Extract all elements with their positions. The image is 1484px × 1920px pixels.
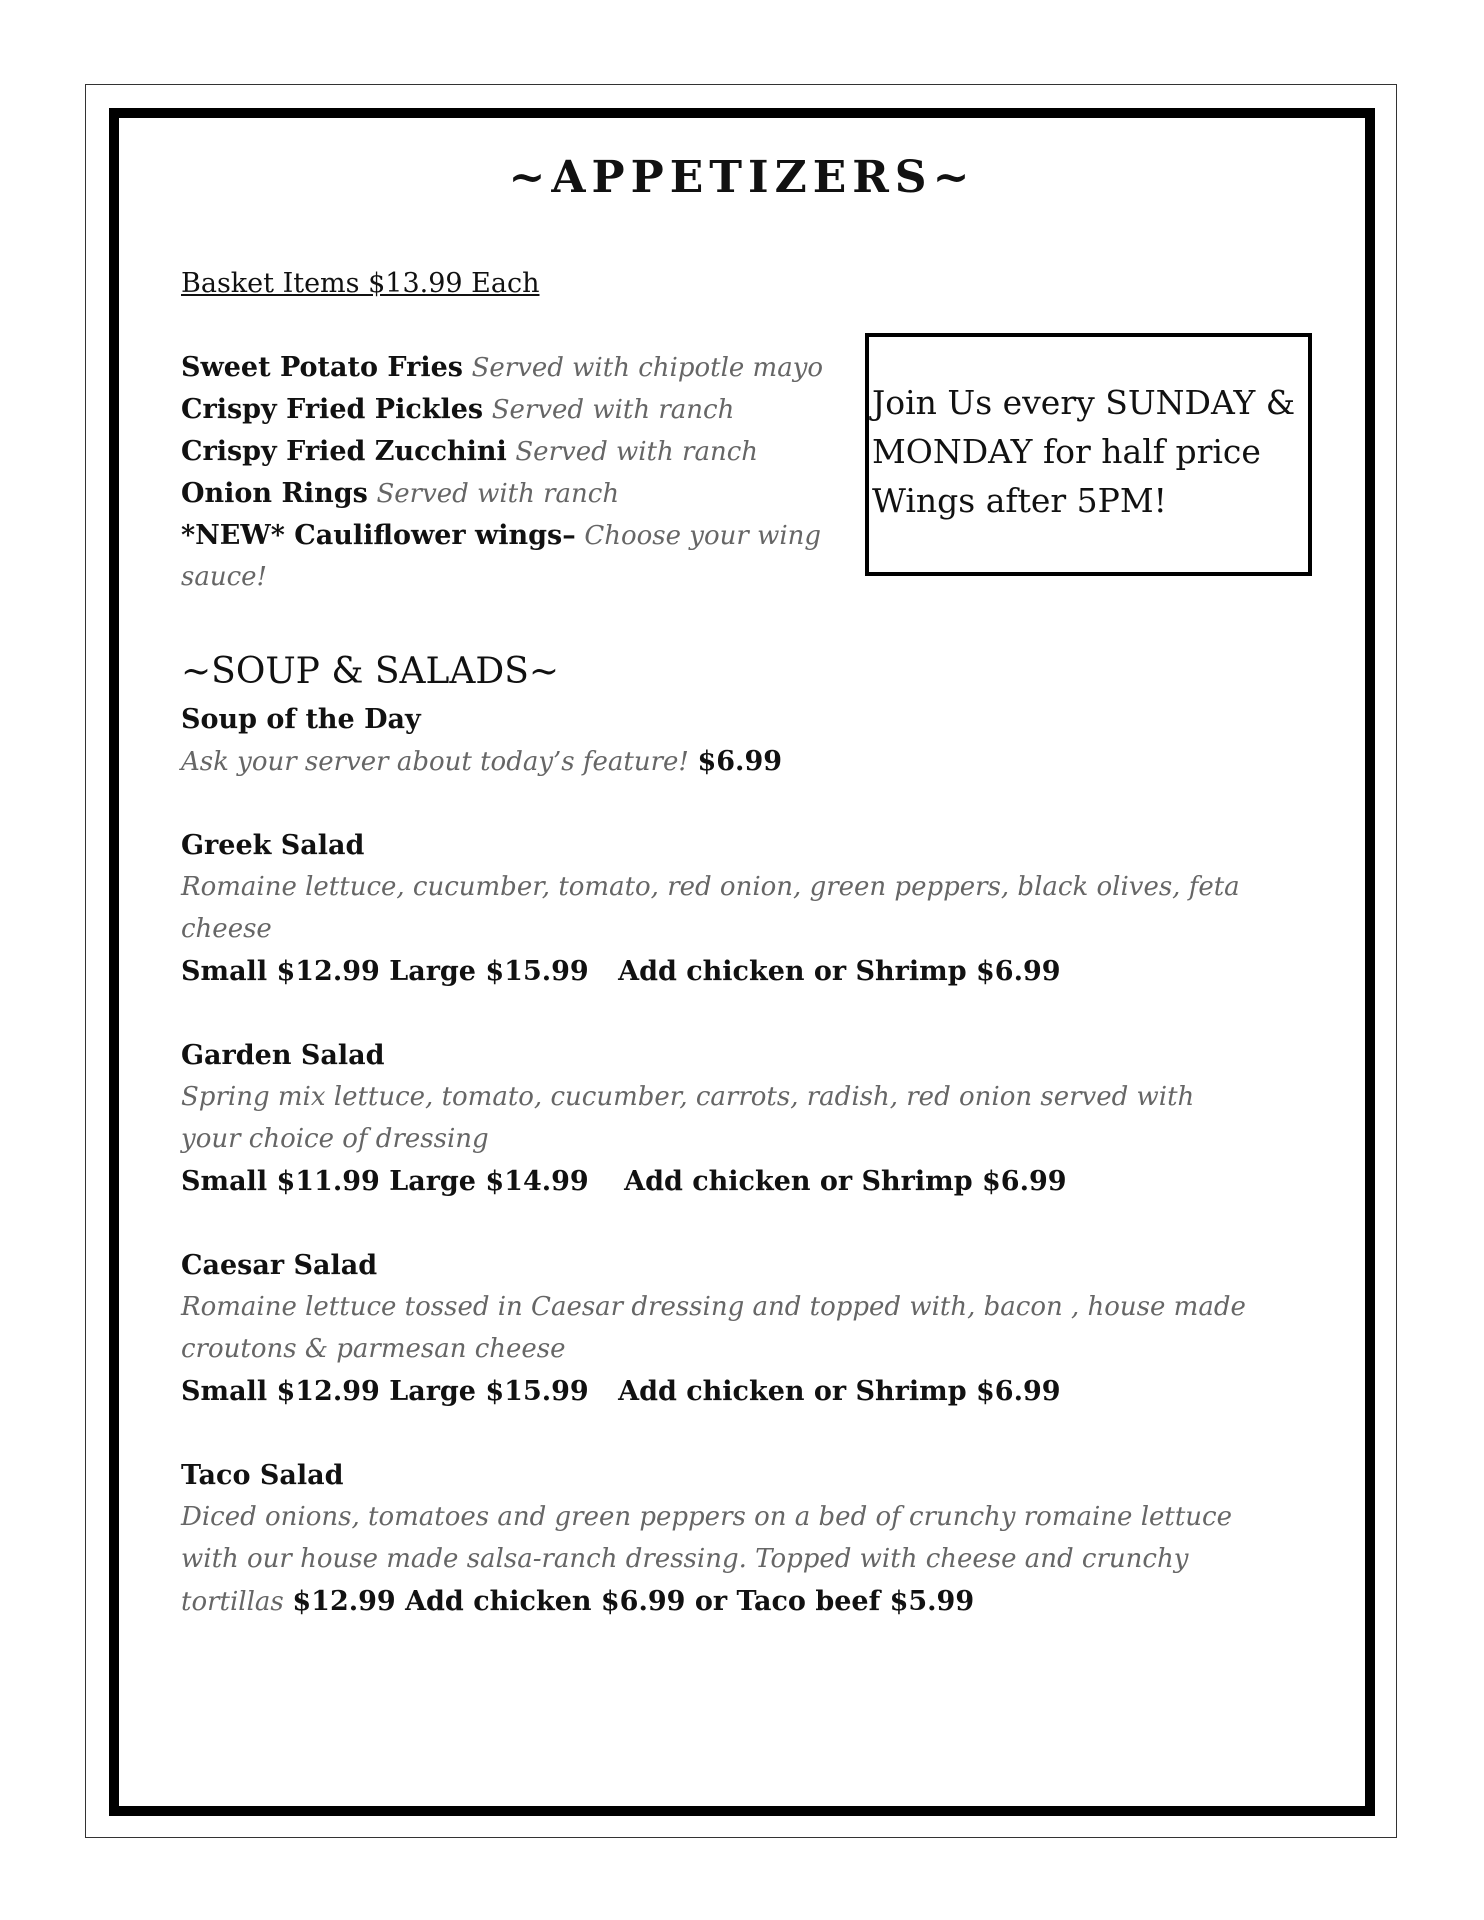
add-on-price: Add chicken or Shrimp $6.99: [624, 1166, 1067, 1197]
taco-salad-description: Diced onions, tomatoes and green peppers on a bed of crunchy romaine lettuce: [181, 1502, 1232, 1532]
large-price: Large $15.99: [389, 956, 589, 987]
promo-line: Join Us every SUNDAY &: [872, 383, 1296, 422]
add-on-price: Add chicken or Shrimp $6.99: [618, 956, 1061, 987]
greek-salad-description-cont: cheese: [181, 914, 272, 944]
greek-salad-name: Greek Salad: [181, 830, 365, 861]
garden-salad-description-cont: your choice of dressing: [181, 1124, 489, 1154]
item-description: Served with chipotle mayo: [471, 353, 824, 383]
garden-salad-name: Garden Salad: [181, 1040, 385, 1071]
taco-salad-price-line: [181, 1586, 974, 1617]
caesar-salad-description-cont: croutons & parmesan cheese: [181, 1334, 566, 1364]
appetizer-item: [181, 520, 821, 551]
large-price: Large $15.99: [389, 1376, 589, 1407]
appetizer-item: [181, 436, 758, 467]
item-name: Crispy Fried Pickles: [181, 394, 484, 425]
greek-salad-description: Romaine lettuce, cucumber, tomato, red onion, green peppers, black olives, feta: [181, 872, 1240, 902]
greek-salad-prices: [181, 956, 1061, 987]
item-name: Onion Rings: [181, 478, 368, 509]
soup-price: $6.99: [697, 746, 783, 777]
item-description: Served with ranch: [515, 437, 758, 467]
appetizer-item: [181, 394, 734, 425]
appetizer-item: [181, 478, 619, 509]
soup-salads-title: ~SOUP & SALADS~: [181, 651, 560, 692]
caesar-salad-name: Caesar Salad: [181, 1250, 378, 1281]
soup-description-line: [181, 746, 782, 777]
item-description: Choose your wing: [584, 521, 822, 551]
item-name: Crispy Fried Zucchini: [181, 436, 507, 467]
add-on-price: Add chicken or Shrimp $6.99: [618, 1376, 1061, 1407]
promo-line: Wings after 5PM!: [872, 481, 1167, 520]
soup-name: Soup of the Day: [181, 704, 421, 735]
taco-salad-prices: $12.99 Add chicken $6.99 or Taco beef $5.99: [292, 1586, 975, 1617]
appetizer-item: [181, 352, 823, 383]
garden-salad-description: Spring mix lettuce, tomato, cucumber, carrots, radish, red onion served with: [181, 1082, 1195, 1112]
garden-salad-prices: [181, 1166, 1067, 1197]
soup-description: Ask your server about today’s feature!: [181, 747, 689, 777]
taco-salad-name: Taco Salad: [181, 1460, 344, 1491]
large-price: Large $14.99: [389, 1166, 589, 1197]
item-description-cont: sauce!: [181, 562, 267, 592]
promo-line: MONDAY for half price: [872, 432, 1261, 471]
small-price: Small $12.99: [181, 956, 380, 987]
item-name: Sweet Potato Fries: [181, 352, 463, 383]
taco-salad-description-cont: with our house made salsa-ranch dressing. Topped with cheese and crunchy: [181, 1544, 1189, 1574]
promo-text: [872, 378, 1312, 525]
caesar-salad-description: Romaine lettuce tossed in Caesar dressing and topped with, bacon , house made: [181, 1292, 1246, 1322]
item-description: Served with ranch: [491, 395, 735, 425]
item-description: Served with ranch: [376, 479, 620, 509]
taco-salad-description-end: tortillas: [181, 1587, 284, 1617]
appetizers-title: ~APPETIZERS~: [508, 152, 976, 203]
basket-heading: Basket Items $13.99 Each: [181, 268, 540, 299]
item-name: *NEW* Cauliflower wings–: [181, 520, 576, 551]
caesar-salad-prices: [181, 1376, 1061, 1407]
small-price: Small $12.99: [181, 1376, 380, 1407]
small-price: Small $11.99: [181, 1166, 380, 1197]
